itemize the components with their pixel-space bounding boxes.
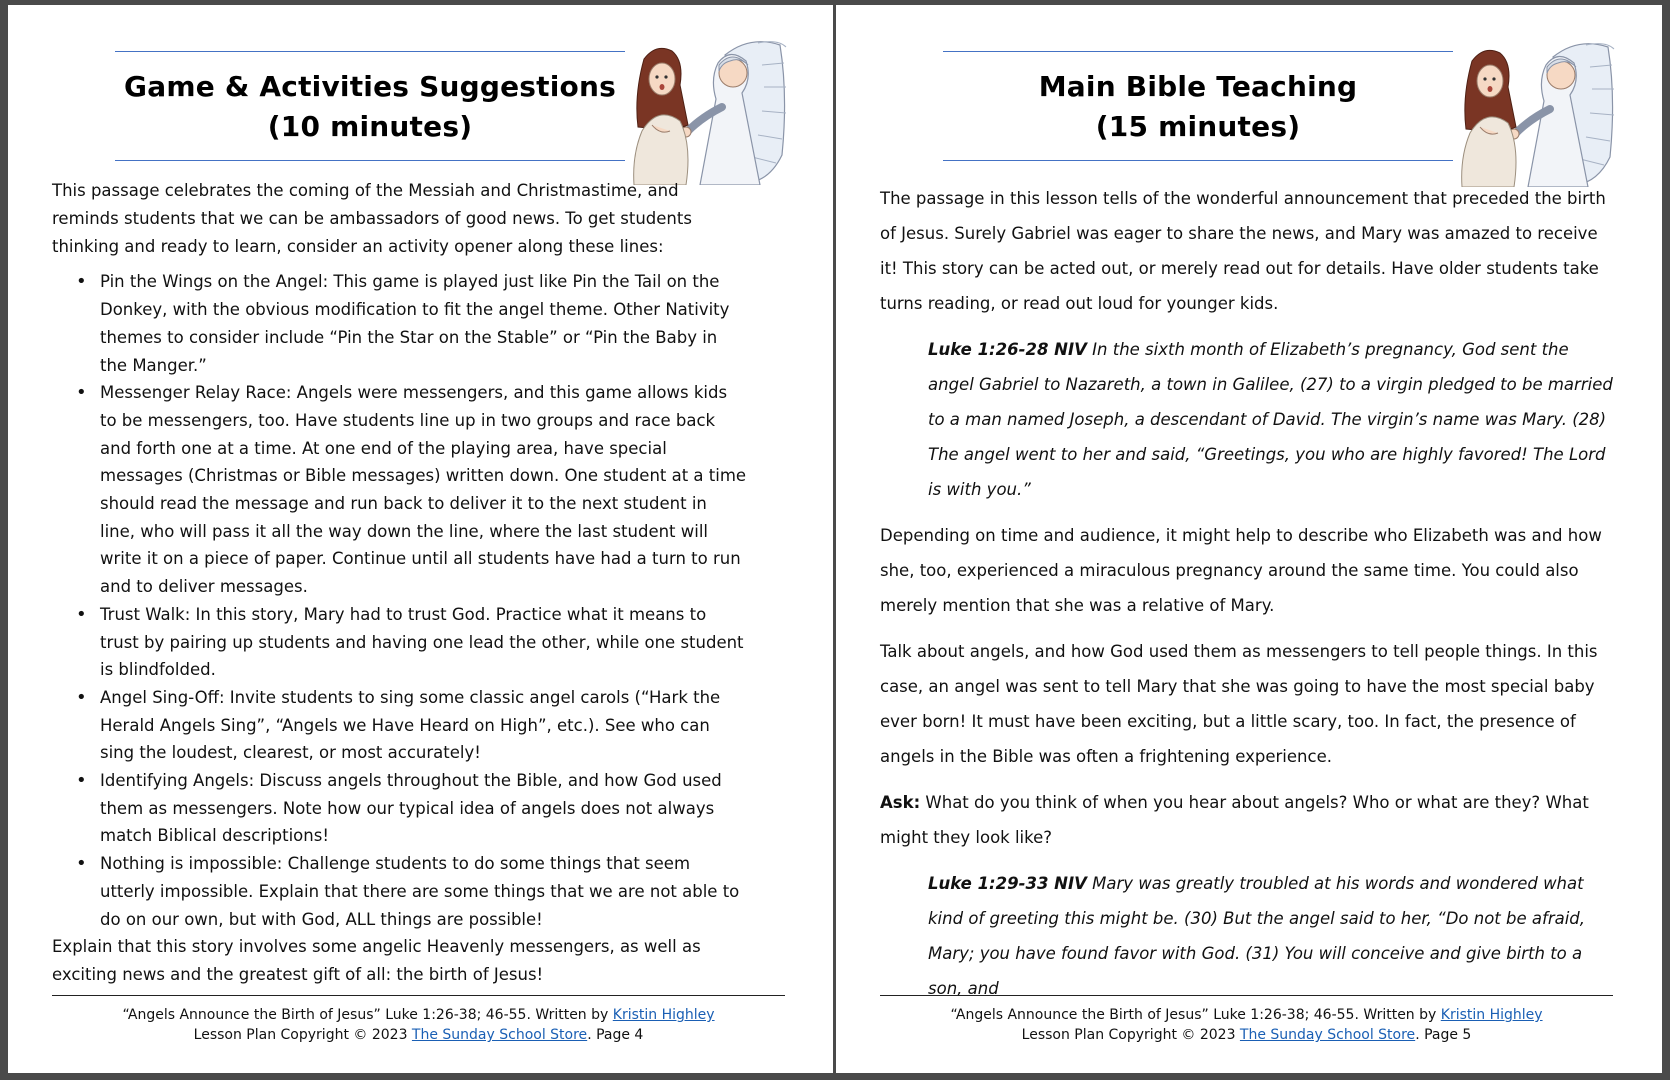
scripture-text: In the sixth month of Elizabeth’s pregnancy, God sent the angel Gabriel to Nazareth, a town in Galilee, (27) to a virgin pledged to be married to a man named Joseph, a descendant of David. The virgin’s name was Mary. (28) The angel went to her and said, “Greetings, you who are highly favored! The Lord is with you.” [928, 340, 1613, 499]
scripture-text: Mary was greatly troubled at his words and wondered what kind of greeting this might be. (30) But the angel said to her, “Do not be afraid, Mary; you have found favor with God. (31) You will conceive and give birth to a son, and [928, 874, 1586, 998]
store-link[interactable]: The Sunday School Store [1239, 1027, 1416, 1043]
intro-paragraph: The passage in this lesson tells of the wonderful announcement that preceded the birth of Jesus. Surely Gabriel was eager to share the news, and Mary was amazed to receive it! This story can be acted out, or merely read out for details. Have older students take turns reading, or read out loud for younger kids. [880, 189, 1606, 313]
footer-citation: “Angels Announce the Birth of Jesus” Luke 1:26-38; 46-55. Written by [122, 1007, 613, 1023]
list-item: • Pin the Wings on the Angel: This game is played just like Pin the Tail on the Donkey, with the obvious modification to fit the angel theme. Other Nativity themes to consider include “Pin the Star on the Stable” or “Pin the Baby in the Manger.” [52, 268, 747, 379]
title-top-rule [943, 51, 1453, 52]
footer-rule [880, 995, 1613, 996]
scripture-passage [880, 332, 1615, 507]
title-bottom-rule [943, 160, 1453, 161]
list-item: • Nothing is impossible: Challenge students to do some things that seem utterly impossible. Explain that there are some things that we are not able to do on our own, but with God, ALL things are possible! [52, 850, 747, 933]
angel-gabriel-and-mary-illustration-icon [630, 35, 790, 185]
title-bottom-rule [115, 160, 625, 161]
footer-citation: “Angels Announce the Birth of Jesus” Luke 1:26-38; 46-55. Written by [950, 1007, 1441, 1023]
activity-list [52, 268, 747, 933]
angels-paragraph: Talk about angels, and how God used them as messengers to tell people things. In this case, an angel was sent to tell Mary that she was going to have the most special baby ever born! It must have been exciting, but a little scary, too. In fact, the presence of angels in the Bible was often a frightening experience. [880, 642, 1598, 766]
page-title [115, 67, 625, 147]
page-number: . Page 4 [587, 1027, 644, 1043]
scripture-passage [880, 866, 1615, 1006]
footer-line-1 [52, 1005, 785, 1025]
page-footer [880, 1005, 1613, 1045]
page-footer [52, 1005, 785, 1045]
scripture-reference: Luke 1:26-28 NIV [928, 340, 1087, 359]
intro-paragraph: This passage celebrates the coming of the Messiah and Christmastime, and reminds students that we can be ambassadors of good news. To get students thinking and ready to learn, consider an activity opener along these lines: [52, 181, 692, 256]
angel-gabriel-and-mary-illustration-icon [1458, 37, 1618, 187]
title-line-1: Main Bible Teaching [1038, 70, 1358, 103]
title-top-rule [115, 51, 625, 52]
closing-paragraph: Explain that this story involves some angelic Heavenly messengers, as well as exciting news and the greatest gift of all: the birth of Jesus! [52, 937, 701, 985]
lesson-page-4 [8, 5, 833, 1073]
ask-text: What do you think of when you hear about angels? Who or what are they? What might they look like? [880, 793, 1589, 847]
title-line-1: Game & Activities Suggestions [124, 70, 616, 103]
elizabeth-paragraph: Depending on time and audience, it might help to describe who Elizabeth was and how she, too, experienced a miraculous pregnancy around the same time. You could also merely mention that she was a relative of Mary. [880, 526, 1602, 615]
footer-rule [52, 995, 785, 996]
footer-line-2 [52, 1025, 785, 1045]
page-header [8, 5, 833, 185]
page-title [943, 67, 1453, 147]
activities-body [52, 177, 747, 989]
author-link[interactable]: Kristin Highley [612, 1007, 715, 1023]
list-item: • Identifying Angels: Discuss angels throughout the Bible, and how God used them as messengers. Note how our typical idea of angels does not always match Biblical descriptions! [52, 767, 747, 850]
teaching-body [880, 181, 1615, 1017]
store-link[interactable]: The Sunday School Store [411, 1027, 588, 1043]
author-link[interactable]: Kristin Highley [1440, 1007, 1543, 1023]
ask-question [880, 785, 1615, 855]
footer-line-2 [880, 1025, 1613, 1045]
page-number: . Page 5 [1415, 1027, 1472, 1043]
list-item: • Trust Walk: In this story, Mary had to trust God. Practice what it means to trust by pairing up students and having one lead the other, while one student is blindfolded. [52, 601, 747, 684]
list-item: • Angel Sing-Off: Invite students to sing some classic angel carols (“Hark the Herald Angels Sing”, “Angels we Have Heard on High”, etc.). See who can sing the loudest, clearest, or most accurately! [52, 684, 747, 767]
footer-copyright: Lesson Plan Copyright © 2023 [1021, 1027, 1240, 1043]
title-line-2: (10 minutes) [267, 110, 473, 143]
lesson-page-5 [836, 5, 1662, 1073]
page-header [836, 5, 1662, 185]
footer-line-1 [880, 1005, 1613, 1025]
scripture-reference: Luke 1:29-33 NIV [928, 874, 1087, 893]
title-line-2: (15 minutes) [1095, 110, 1301, 143]
list-item: • Messenger Relay Race: Angels were messengers, and this game allows kids to be messengers, too. Have students line up in two groups and race back and forth one at a time. At one end of the playing area, have special messages (Christmas or Bible messages) written down. One student at a time should read the message and run back to deliver it to the next student in line, who will pass it all the way down the line, where the last student will write it on a piece of paper. Continue until all students have had a turn to run and to deliver messages. [52, 379, 747, 601]
ask-label: Ask: [880, 793, 921, 812]
footer-copyright: Lesson Plan Copyright © 2023 [193, 1027, 412, 1043]
